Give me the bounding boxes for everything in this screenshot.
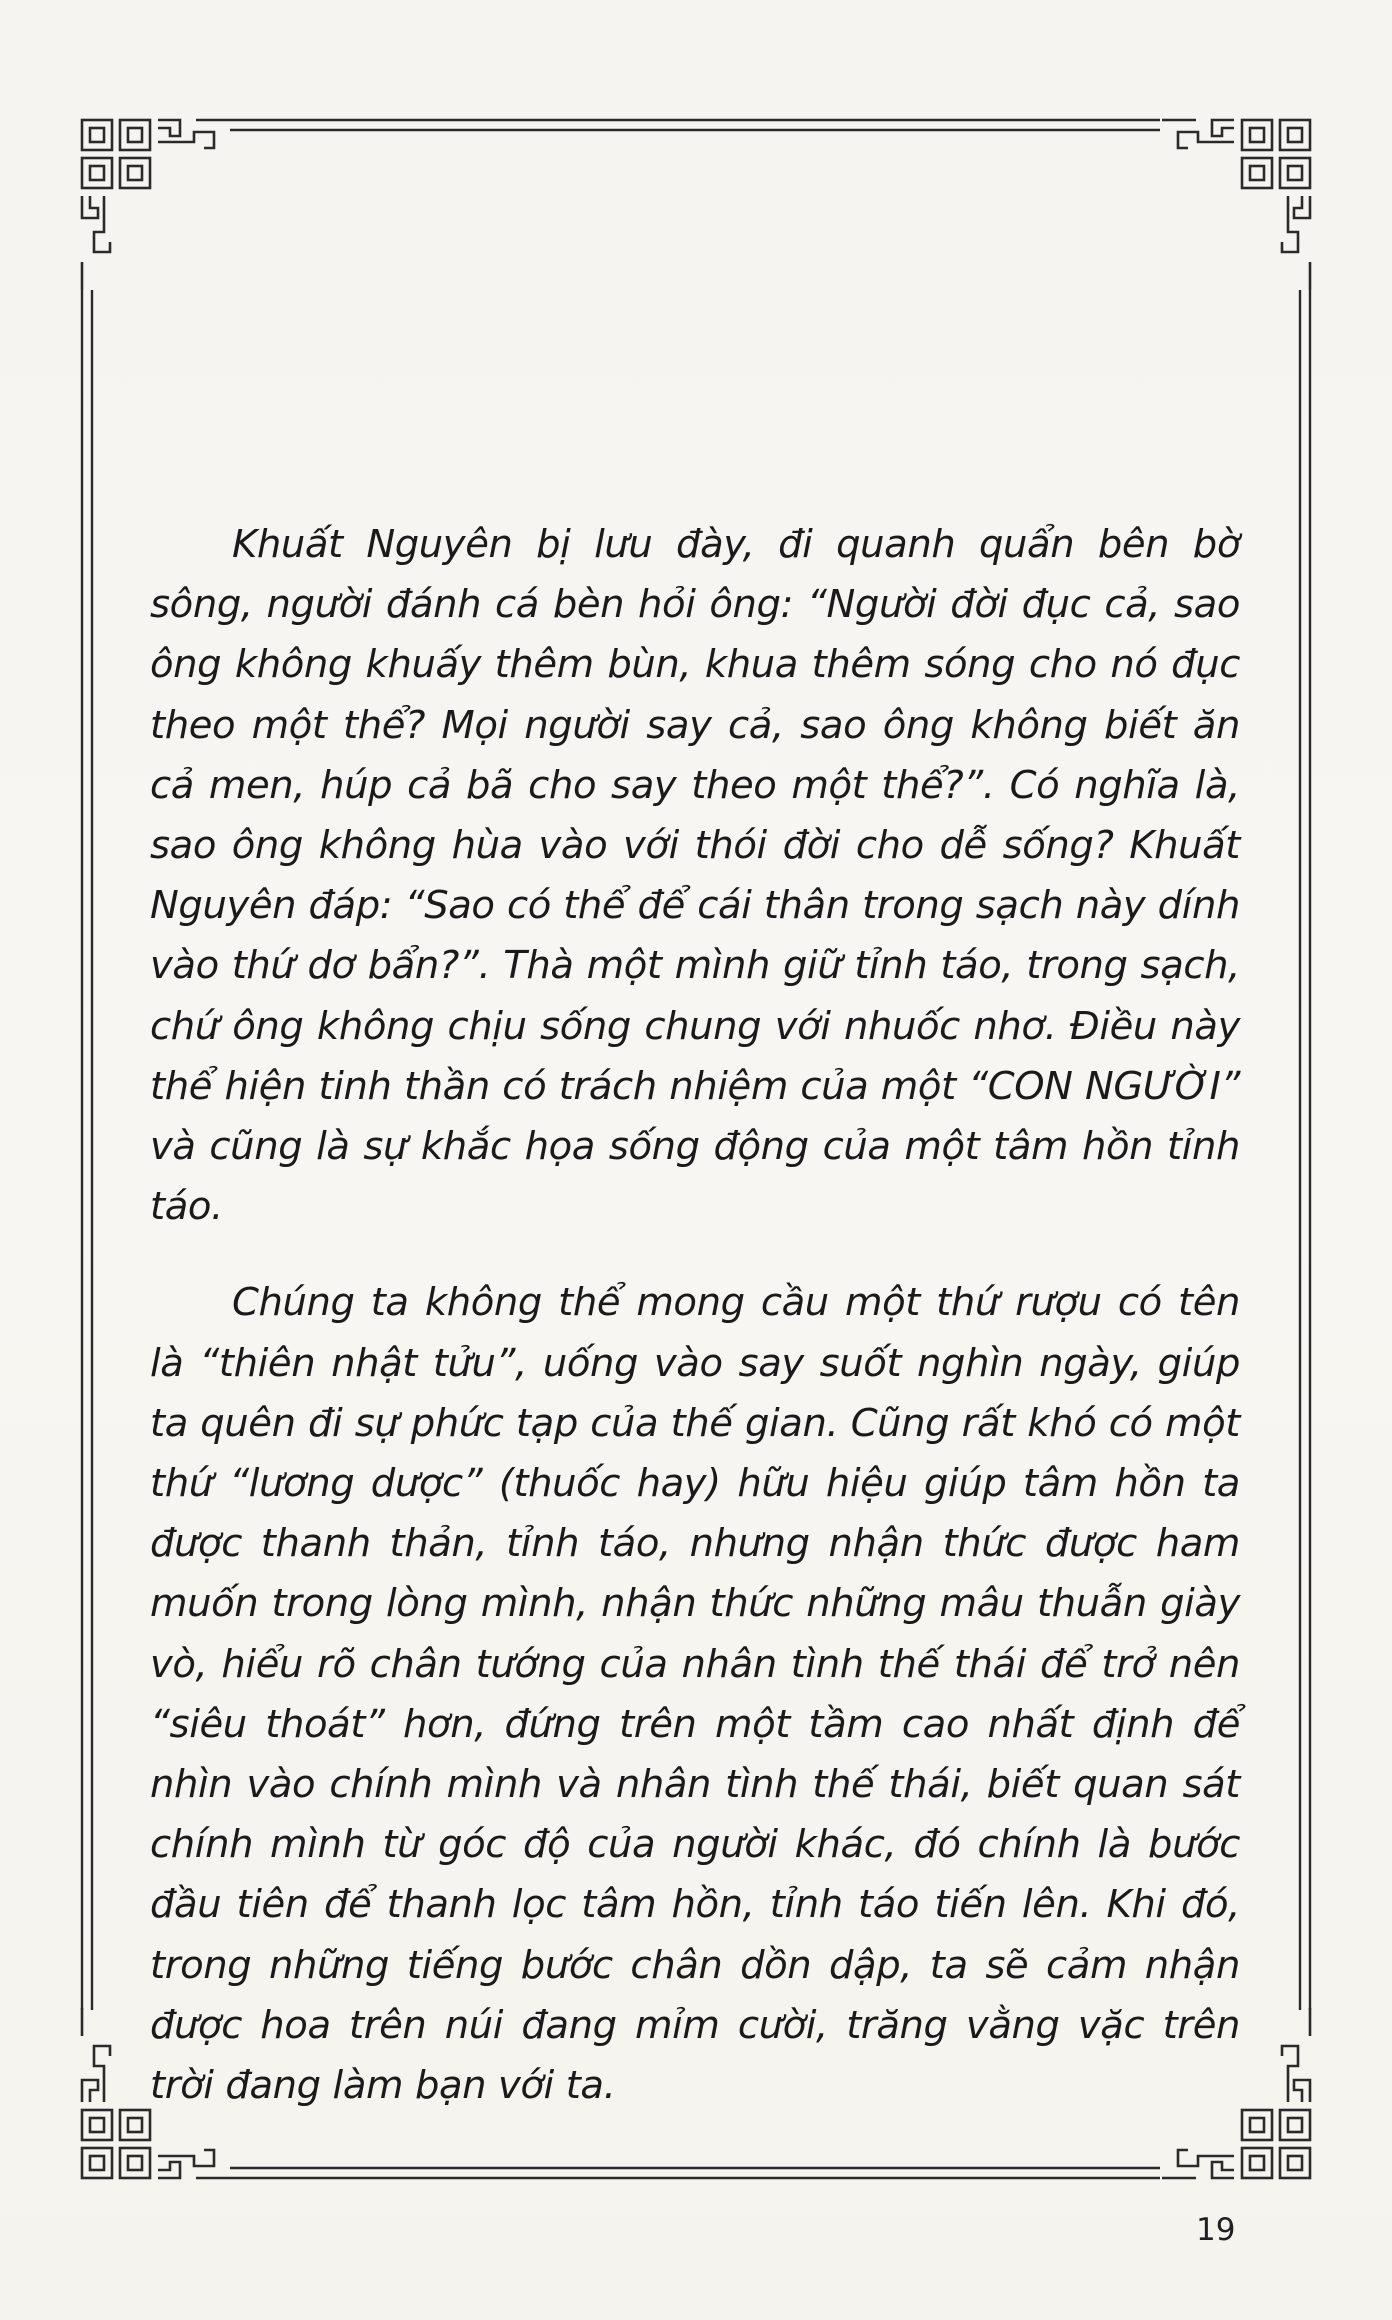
paragraph-1: Khuất Nguyên bị lưu đày, đi quanh quẩn bên bờ sông, người đánh cá bèn hỏi ông: “Người đời đục cả, sao ông không khuấy thêm bùn, khua thêm sóng cho nó đục theo một thể? Mọi người say cả, sao ông không biết ăn cả men, húp cả bã cho say theo một thể?”. Có nghĩa là, sao ông không hùa vào với thói đời cho dễ sống? Khuất Nguyên đáp: “Sao có thể để cái thân trong sạch này dính vào thứ dơ bẩn?”. Thà một mình giữ tỉnh táo, trong sạch, chứ ông không chịu sống chung với nhuốc nhơ. Điều này thể hiện tinh thần có trách nhiệm của một “CON NGƯỜI” và cũng là sự khắc họa sống động của một tâm hồn tỉnh táo.	[150, 522, 1240, 1230]
paragraph-2: Chúng ta không thể mong cầu một thứ rượu có tên là “thiên nhật tửu”, uống vào say suốt nghìn ngày, giúp ta quên đi sự phức tạp của thế gian. Cũng rất khó có một thứ “lương dược” (thuốc hay) hữu hiệu giúp tâm hồn ta được thanh thản, tỉnh táo, nhưng nhận thức được ham muốn trong lòng mình, nhận thức những mâu thuẫn giày vò, hiểu rõ chân tướng của nhân tình thế thái để trở nên “siêu thoát” hơn, đứng trên một tầm cao nhất định để nhìn vào chính mình và nhân tình thế thái, biết quan sát chính mình từ góc độ của người khác, đó chính là bước đầu tiên để thanh lọc tâm hồn, tỉnh táo tiến lên. Khi đó, trong những tiếng bước chân dồn dập, ta sẽ cảm nhận được hoa trên núi đang mỉm cười, trăng vằng vặc trên trời đang làm bạn với ta.	[150, 1280, 1240, 2109]
page-number: 19	[1196, 2212, 1236, 2248]
corner-ornament-top-right	[1162, 120, 1310, 290]
corner-ornament-top-left	[82, 120, 230, 290]
body-text	[150, 515, 1240, 2152]
